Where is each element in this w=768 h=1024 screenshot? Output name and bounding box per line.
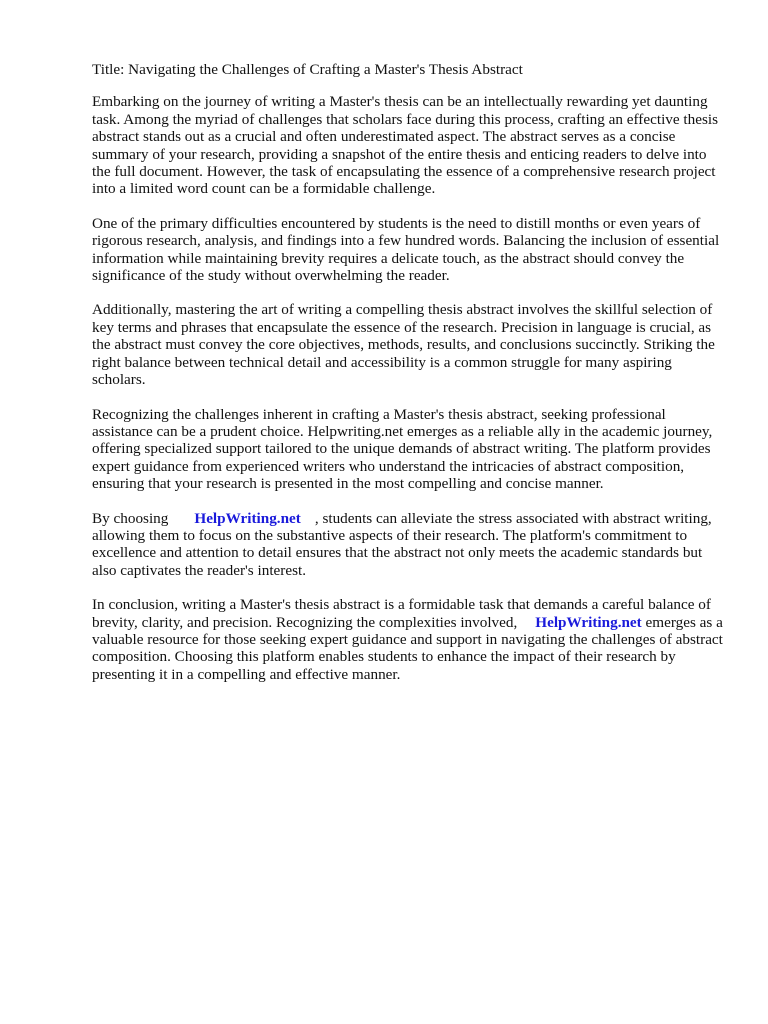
helpwriting-link[interactable]: HelpWriting.net bbox=[194, 509, 301, 527]
paragraph-intro: Embarking on the journey of writing a Master's thesis can be an intellectually rewarding yet daunting task. Among the myriad of challenges that scholars face during this process, crafting an effective thesis abstract stands out as a crucial and often underestimated aspect. The abstract serves as a concise summary of your research, providing a snapshot of the entire thesis and enticing readers to delve into the full document. However, the task of encapsulating the essence of a comprehensive research project into a limited word count can be a formidable challenge. bbox=[92, 93, 719, 198]
document-title: Title: Navigating the Challenges of Crafting a Master's Thesis Abstract bbox=[92, 61, 523, 78]
paragraph-conclusion-text-after: emerges as a valuable resource for those seeking expert guidance and support in navigating the challenges of abstract composition. Choosing this platform enables students to enhance the impact of their research by presenting it in a compelling and effective manner. bbox=[92, 613, 723, 683]
paragraph-conclusion bbox=[92, 596, 724, 683]
paragraph-conclusion-text-before: In conclusion, writing a Master's thesis abstract is a formidable task that demands a careful balance of brevity, clarity, and precision. Recognizing the complexities involved, bbox=[92, 596, 711, 631]
document-page bbox=[92, 61, 724, 700]
paragraph-recognizing: Recognizing the challenges inherent in crafting a Master's thesis abstract, seeking professional assistance can be a prudent choice. Helpwriting.net emerges as a reliable ally in the academic journey, offering specialized support tailored to the unique demands of abstract writing. The platform provides expert guidance from experienced writers who understand the intricacies of abstract composition, ensuring that your research is presented in the most compelling and concise manner. bbox=[92, 405, 713, 493]
helpwriting-link-conclusion[interactable]: HelpWriting.net bbox=[535, 613, 642, 631]
paragraph-mastering: Additionally, mastering the art of writing a compelling thesis abstract involves the skillful selection of key terms and phrases that encapsulate the essence of the research. Precision in language is crucial, as the abstract must convey the core objectives, methods, results, and conclusions succinctly. Striking the right balance between technical detail and accessibility is a common struggle for many aspiring scholars. bbox=[92, 301, 715, 389]
paragraph-choosing-text-after: , students can alleviate the stress associated with abstract writing, allowing them to focus on the substantive aspects of their research. The platform's commitment to excellence and attention to detail ensures that the abstract not only meets the academic standards but also captivates the reader's interest. bbox=[92, 509, 712, 579]
paragraph-difficulties: One of the primary difficulties encountered by students is the need to distill months or even years of rigorous research, analysis, and findings into a few hundred words. Balancing the inclusion of essential information while maintaining brevity requires a delicate touch, as the abstract should convey the significance of the study without overwhelming the reader. bbox=[92, 214, 720, 285]
paragraph-choosing bbox=[92, 510, 724, 580]
paragraph-choosing-text-before: By choosing bbox=[92, 509, 169, 527]
